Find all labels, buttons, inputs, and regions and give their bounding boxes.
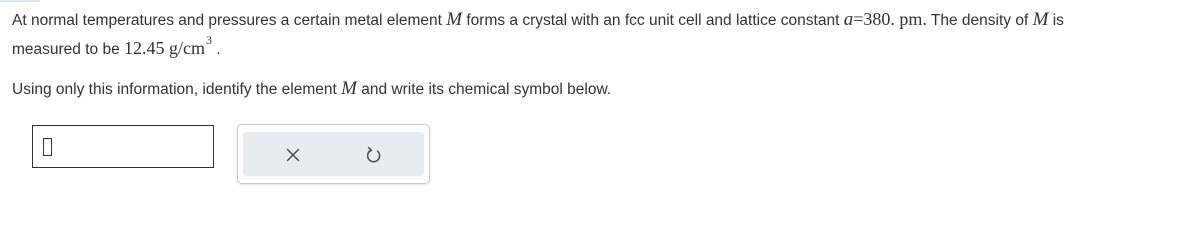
top-accent-bar <box>0 0 40 2</box>
question-line-3 <box>12 79 611 100</box>
density-value: 12.45 <box>124 38 165 58</box>
x-icon <box>286 148 300 162</box>
question-text: measured to be <box>12 41 125 58</box>
question-text: Using only this information, identify the element <box>12 81 342 98</box>
question-text: and write its chemical symbol below. <box>356 81 612 98</box>
clear-button[interactable] <box>282 144 304 166</box>
variable-m: M <box>1032 9 1049 30</box>
lattice-constant-value: 380. <box>863 9 895 29</box>
undo-icon <box>366 146 382 164</box>
question-text: At normal temperatures and pressures a certain metal element <box>12 12 447 29</box>
equals-sign: = <box>853 9 864 29</box>
question-text: is <box>1048 12 1064 29</box>
answer-tools-panel <box>237 124 430 184</box>
lattice-constant-unit: pm. <box>894 9 927 29</box>
question-line-2 <box>12 33 221 60</box>
input-cursor <box>43 138 52 156</box>
variable-m: M <box>341 78 357 99</box>
answer-tools-bar <box>243 132 424 176</box>
variable-a: a <box>843 9 854 30</box>
question-line-1 <box>12 9 1064 31</box>
answer-input[interactable] <box>32 125 214 168</box>
undo-button[interactable] <box>363 144 385 166</box>
variable-m: M <box>446 9 463 30</box>
question-text: forms a crystal with an fcc unit cell and lattice constant <box>462 12 844 29</box>
question-text: The density of <box>926 12 1033 29</box>
density-unit: g/cm <box>164 38 206 58</box>
question-text: . <box>212 41 221 58</box>
density-exponent: 3 <box>206 33 213 47</box>
